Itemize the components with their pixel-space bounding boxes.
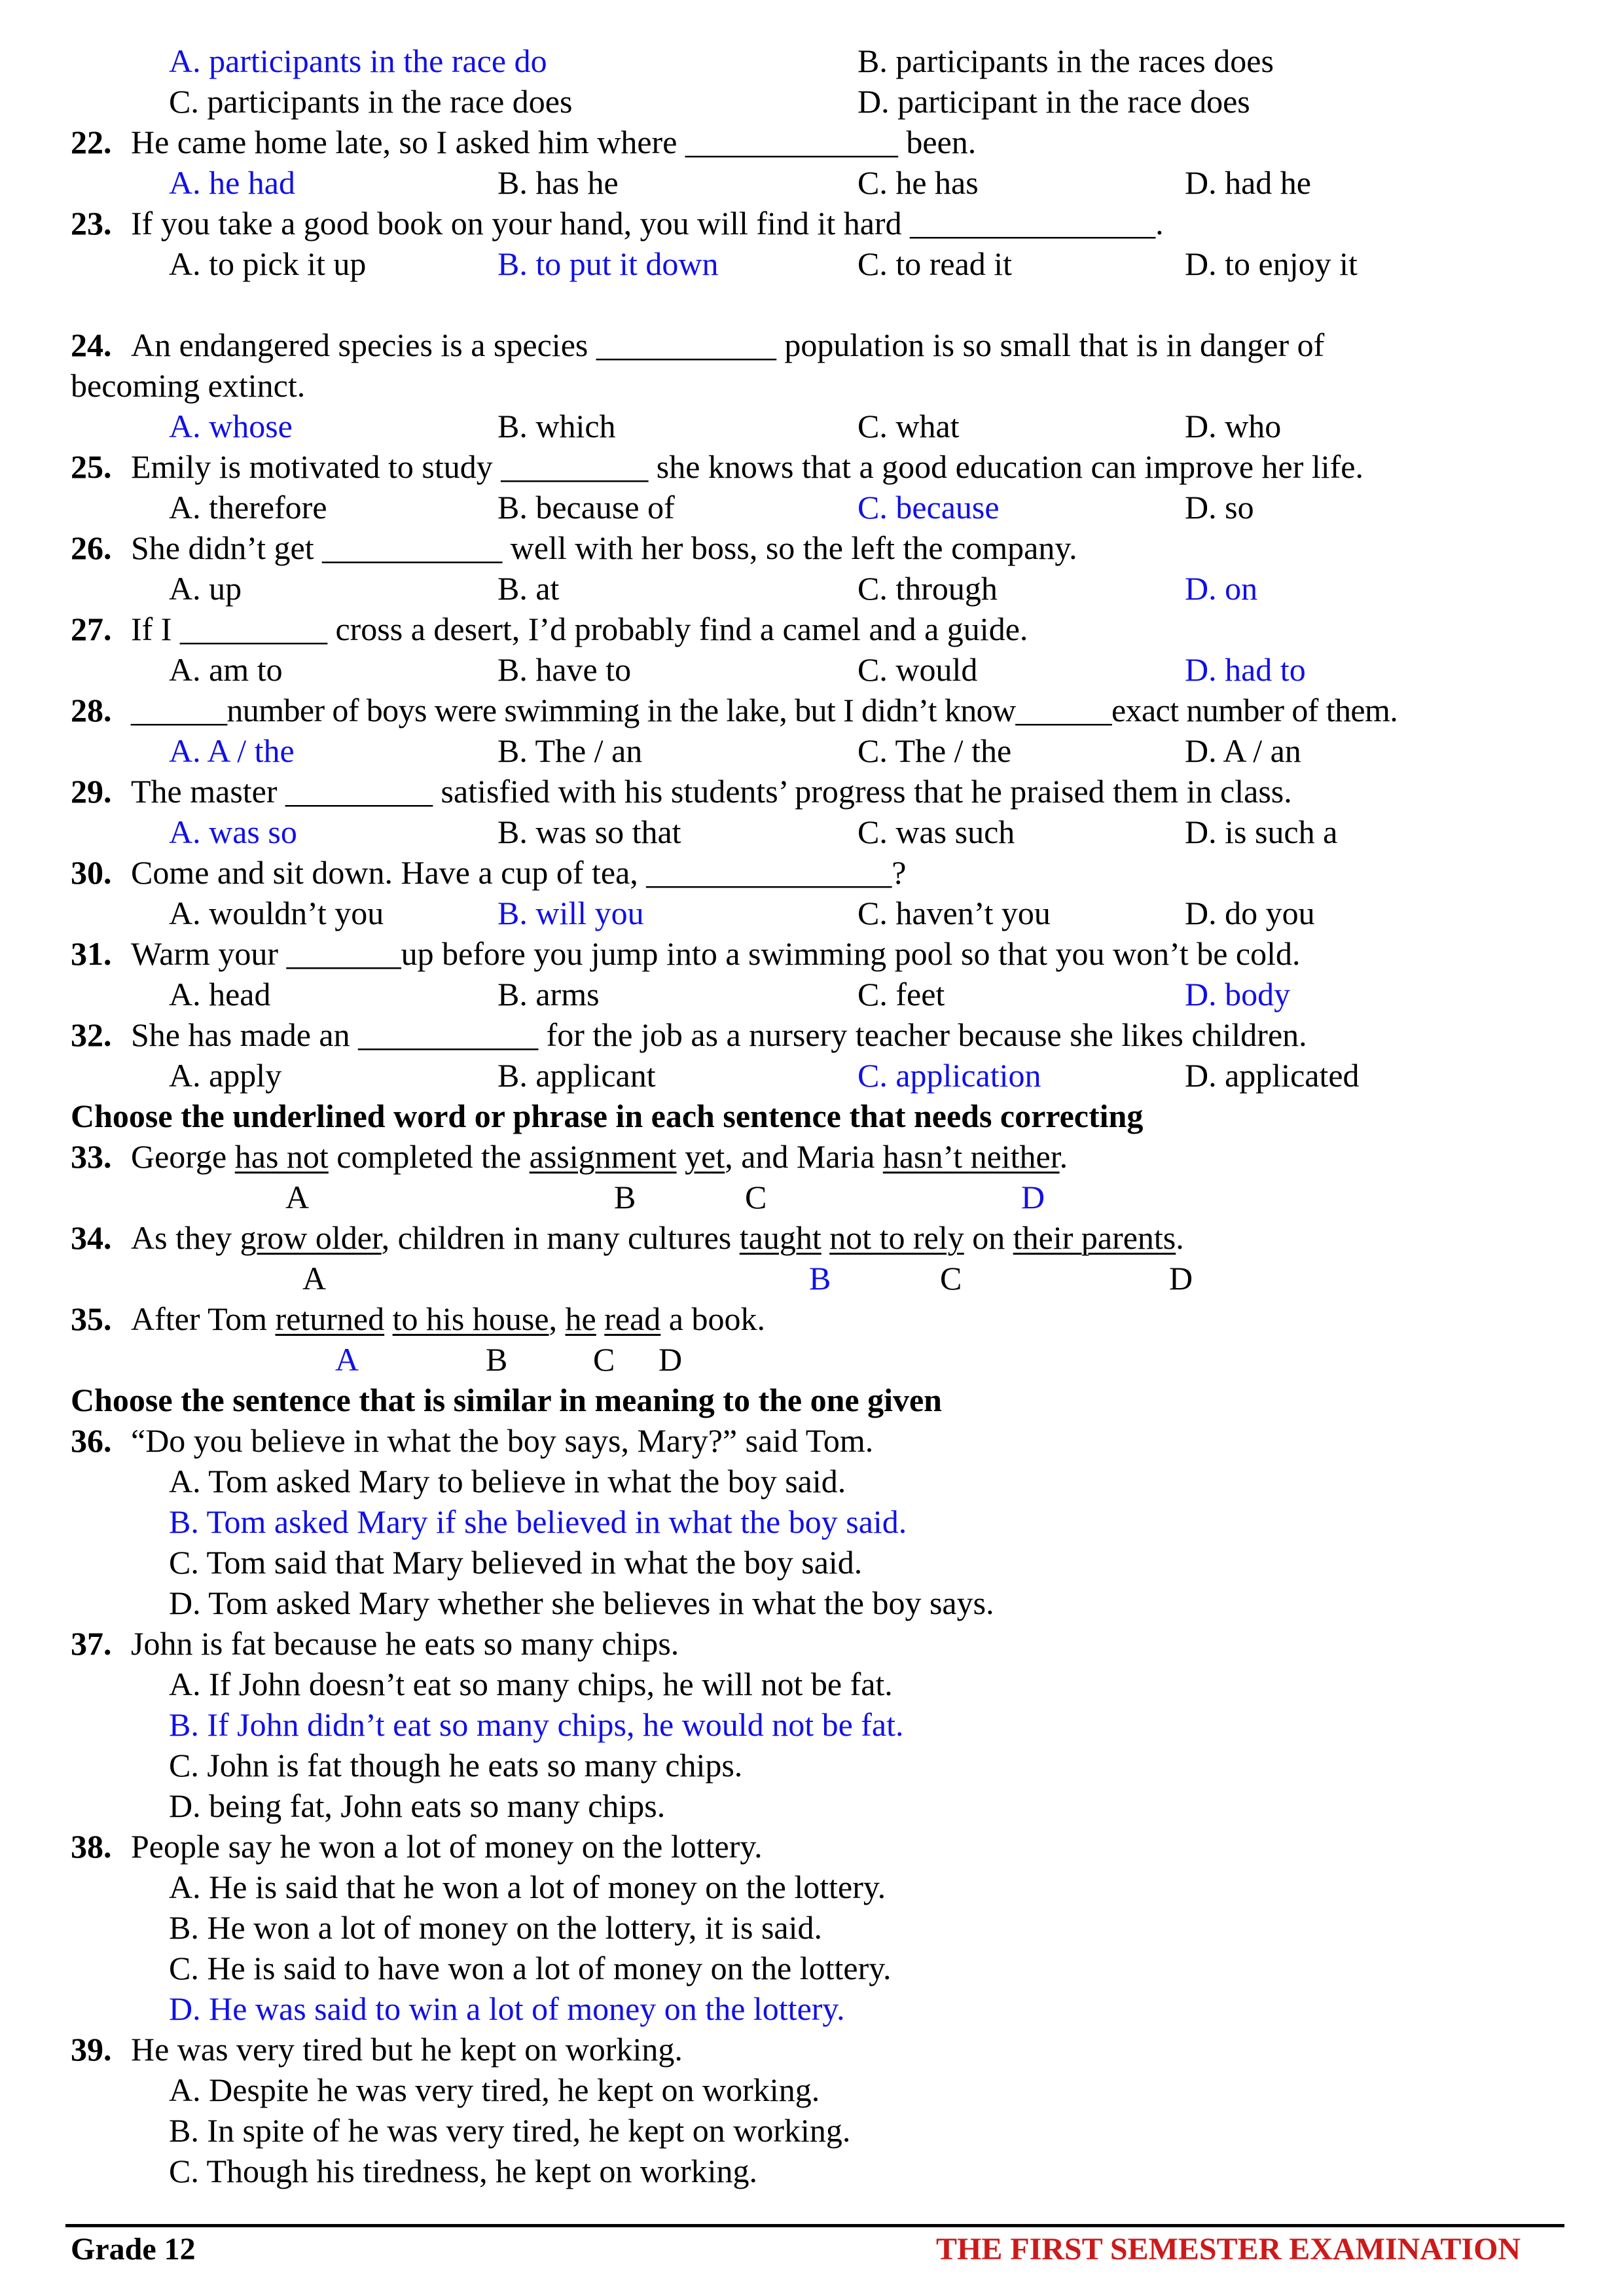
- q32-option-d[interactable]: D. applicated: [1185, 1057, 1360, 1094]
- q22-option-b[interactable]: B. has he: [497, 164, 619, 201]
- q35-text-4: [596, 1300, 605, 1337]
- q34-letter-c[interactable]: C: [940, 1260, 962, 1297]
- q35-number: 35.: [71, 1300, 112, 1337]
- q34-underlined-c[interactable]: not to rely: [829, 1219, 964, 1256]
- q34-letter-b[interactable]: B: [809, 1260, 831, 1297]
- q23-option-c[interactable]: C. to read it: [857, 245, 1013, 282]
- q32-option-b[interactable]: B. applicant: [497, 1057, 656, 1094]
- section-heading-similar: Choose the sentence that is similar in meaning to the one given: [71, 1382, 942, 1418]
- q35-text-5: a book.: [660, 1300, 765, 1337]
- q35-underlined-c[interactable]: he: [565, 1300, 596, 1337]
- section-heading-correcting: Choose the underlined word or phrase in each sentence that needs correcting: [71, 1098, 1144, 1134]
- q29-option-b[interactable]: B. was so that: [497, 814, 681, 850]
- q33-text-1: George: [131, 1138, 235, 1175]
- q29-option-a[interactable]: A. was so: [169, 814, 297, 850]
- q27-option-b[interactable]: B. have to: [497, 651, 632, 688]
- q33-letter-a[interactable]: A: [285, 1179, 310, 1215]
- q37-option-d[interactable]: D. being fat, John eats so many chips.: [169, 1787, 666, 1824]
- q30-stem: Come and sit down. Have a cup of tea, _______________?: [131, 854, 907, 891]
- q37-option-b[interactable]: B. If John didn’t eat so many chips, he would not be fat.: [169, 1706, 904, 1743]
- q21-option-a[interactable]: A. participants in the race do: [169, 43, 547, 79]
- q32-stem: She has made an ___________ for the job as a nursery teacher because she likes children.: [131, 1016, 1307, 1053]
- q37-option-a[interactable]: A. If John doesn’t eat so many chips, he will not be fat.: [169, 1666, 893, 1702]
- q39-option-b[interactable]: B. In spite of he was very tired, he kept on working.: [169, 2112, 851, 2149]
- q39-number: 39.: [71, 2031, 112, 2068]
- q35-letter-d[interactable]: D: [659, 1341, 683, 1378]
- q27-number: 27.: [71, 611, 112, 647]
- q34-underlined-a[interactable]: grow older: [240, 1219, 382, 1256]
- q29-stem: The master _________ satisfied with his students’ progress that he praised them in class.: [131, 773, 1292, 810]
- q23-option-b[interactable]: B. to put it down: [497, 245, 719, 282]
- q31-stem: Warm your _______up before you jump into a swimming pool so that you won’t be cold.: [131, 935, 1301, 972]
- q33-text-3: [677, 1138, 685, 1175]
- q33-underlined-b[interactable]: assignment: [529, 1138, 677, 1175]
- q28-number: 28.: [71, 692, 112, 728]
- q38-option-a[interactable]: A. He is said that he won a lot of money on the lottery.: [169, 1869, 886, 1905]
- q29-option-d[interactable]: D. is such a: [1185, 814, 1338, 850]
- q26-number: 26.: [71, 529, 112, 566]
- q22-stem: He came home late, so I asked him where _____________ been.: [131, 124, 977, 160]
- q35-text-1: After Tom: [131, 1300, 276, 1337]
- q23-option-d[interactable]: D. to enjoy it: [1185, 245, 1358, 282]
- q39-stem: He was very tired but he kept on working.: [131, 2031, 683, 2068]
- q25-option-a[interactable]: A. therefore: [169, 489, 327, 526]
- q23-option-a[interactable]: A. to pick it up: [169, 245, 367, 282]
- q28-option-a[interactable]: A. A / the: [169, 732, 295, 769]
- q25-stem: Emily is motivated to study _________ she knows that a good education can improve her life.: [131, 448, 1363, 485]
- q34-underlined-b[interactable]: taught: [739, 1219, 821, 1256]
- q34-text-1: As they: [131, 1219, 240, 1256]
- q21-option-b[interactable]: B. participants in the races does: [857, 43, 1274, 79]
- q30-option-d[interactable]: D. do you: [1185, 895, 1315, 931]
- q21-option-c[interactable]: C. participants in the race does: [169, 83, 573, 120]
- q24-option-c[interactable]: C. what: [857, 408, 960, 444]
- q29-option-c[interactable]: C. was such: [857, 814, 1015, 850]
- q33-letter-b[interactable]: B: [614, 1179, 636, 1215]
- q36-option-b[interactable]: B. Tom asked Mary if she believed in what the boy said.: [169, 1503, 907, 1540]
- q26-option-b[interactable]: B. at: [497, 570, 560, 607]
- q31-option-d[interactable]: D. body: [1185, 976, 1291, 1013]
- q21-option-d[interactable]: D. participant in the race does: [857, 83, 1250, 120]
- q31-option-b[interactable]: B. arms: [497, 976, 600, 1013]
- q25-option-c[interactable]: C. because: [857, 489, 1000, 526]
- q28-option-d[interactable]: D. A / an: [1185, 732, 1301, 769]
- q38-number: 38.: [71, 1828, 112, 1865]
- q35-text-3: ,: [549, 1300, 566, 1337]
- q26-option-c[interactable]: C. through: [857, 570, 998, 607]
- q29-number: 29.: [71, 773, 112, 810]
- q35-underlined-a[interactable]: returned: [275, 1300, 385, 1337]
- q27-stem: If I _________ cross a desert, I’d probably find a camel and a guide.: [131, 611, 1028, 647]
- q35-text-2: [384, 1300, 393, 1337]
- q39-option-a[interactable]: A. Despite he was very tired, he kept on working.: [169, 2072, 820, 2108]
- q38-stem: People say he won a lot of money on the lottery.: [131, 1828, 763, 1865]
- q38-option-b[interactable]: B. He won a lot of money on the lottery, it is said.: [169, 1909, 822, 1946]
- q34-text-2: , children in many cultures: [381, 1219, 740, 1256]
- q30-option-c[interactable]: C. haven’t you: [857, 895, 1051, 931]
- q35-letter-a[interactable]: A: [335, 1341, 359, 1378]
- q33-number: 33.: [71, 1138, 112, 1175]
- q26-stem: She didn’t get ___________ well with her boss, so the left the company.: [131, 529, 1077, 566]
- q31-number: 31.: [71, 935, 112, 972]
- q34-text-3: [821, 1219, 830, 1256]
- q33-text-4: , and Maria: [725, 1138, 883, 1175]
- q33-text-2: completed the: [328, 1138, 530, 1175]
- q35-underlined-d[interactable]: read: [604, 1300, 661, 1337]
- q36-stem: “Do you believe in what the boy says, Mary?” said Tom.: [131, 1422, 874, 1459]
- q28-stem: ______number of boys were swimming in the lake, but I didn’t know______exact number of them.: [131, 692, 1398, 728]
- q32-option-a[interactable]: A. apply: [169, 1057, 282, 1094]
- q35-sentence: [131, 1299, 765, 1339]
- footer-divider: [65, 2224, 1564, 2227]
- q33-sentence: [131, 1136, 1068, 1177]
- q27-option-a[interactable]: A. am to: [169, 651, 283, 688]
- q36-option-c[interactable]: C. Tom said that Mary believed in what the boy said.: [169, 1544, 863, 1581]
- q35-underlined-b[interactable]: to his house: [392, 1300, 549, 1337]
- q37-number: 37.: [71, 1625, 112, 1662]
- q34-sentence: [131, 1217, 1184, 1258]
- q34-number: 34.: [71, 1219, 112, 1256]
- q25-option-d[interactable]: D. so: [1185, 489, 1254, 526]
- q32-number: 32.: [71, 1016, 112, 1053]
- q33-letter-c[interactable]: C: [745, 1179, 767, 1215]
- q38-option-c[interactable]: C. He is said to have won a lot of money on the lottery.: [169, 1950, 892, 1986]
- q36-option-d[interactable]: D. Tom asked Mary whether she believes in what the boy says.: [169, 1585, 994, 1621]
- q22-option-d[interactable]: D. had he: [1185, 164, 1311, 201]
- q31-option-a[interactable]: A. head: [169, 976, 271, 1013]
- q24-option-d[interactable]: D. who: [1185, 408, 1282, 444]
- q24-option-a[interactable]: A. whose: [169, 408, 293, 444]
- q32-option-c[interactable]: C. application: [857, 1057, 1041, 1094]
- q39-option-c[interactable]: C. Though his tiredness, he kept on working.: [169, 2153, 757, 2189]
- q33-underlined-d[interactable]: hasn’t neither: [882, 1138, 1060, 1175]
- q34-letter-a[interactable]: A: [302, 1260, 327, 1297]
- q23-stem: If you take a good book on your hand, you will find it hard _______________.: [131, 205, 1164, 242]
- q35-letter-b[interactable]: B: [486, 1341, 508, 1378]
- q24-stem-continued: becoming extinct.: [71, 367, 306, 404]
- q31-option-c[interactable]: C. feet: [857, 976, 945, 1013]
- q28-option-b[interactable]: B. The / an: [497, 732, 643, 769]
- q26-option-a[interactable]: A. up: [169, 570, 242, 607]
- q36-number: 36.: [71, 1422, 112, 1459]
- q24-option-b[interactable]: B. which: [497, 408, 616, 444]
- q30-option-b[interactable]: B. will you: [497, 895, 644, 931]
- q37-option-c[interactable]: C. John is fat though he eats so many chips.: [169, 1747, 743, 1784]
- q24-number: 24.: [71, 327, 112, 363]
- q35-letter-c[interactable]: C: [593, 1341, 615, 1378]
- q38-option-d[interactable]: D. He was said to win a lot of money on the lottery.: [169, 1990, 845, 2027]
- q26-option-d[interactable]: D. on: [1185, 570, 1258, 607]
- q34-letter-d[interactable]: D: [1169, 1260, 1193, 1297]
- q25-number: 25.: [71, 448, 112, 485]
- q22-option-a[interactable]: A. he had: [169, 164, 295, 201]
- q34-underlined-d[interactable]: their parents: [1013, 1219, 1176, 1256]
- q27-option-d[interactable]: D. had to: [1185, 651, 1306, 688]
- q22-number: 22.: [71, 124, 112, 160]
- q23-number: 23.: [71, 205, 112, 242]
- q33-underlined-a[interactable]: has not: [234, 1138, 329, 1175]
- q28-option-c[interactable]: C. The / the: [857, 732, 1012, 769]
- q33-text-5: .: [1059, 1138, 1068, 1175]
- q30-option-a[interactable]: A. wouldn’t you: [169, 895, 384, 931]
- q24-stem: An endangered species is a species ___________ population is so small that is in danger of: [131, 327, 1325, 363]
- q34-text-4: on: [964, 1219, 1013, 1256]
- q33-underlined-c[interactable]: yet: [685, 1138, 725, 1175]
- q37-stem: John is fat because he eats so many chips.: [131, 1625, 679, 1662]
- q22-option-c[interactable]: C. he has: [857, 164, 979, 201]
- q30-number: 30.: [71, 854, 112, 891]
- q36-option-a[interactable]: A. Tom asked Mary to believe in what the boy said.: [169, 1463, 846, 1499]
- footer-exam-title: THE FIRST SEMESTER EXAMINATION: [936, 2232, 1521, 2267]
- q25-option-b[interactable]: B. because of: [497, 489, 675, 526]
- q27-option-c[interactable]: C. would: [857, 651, 978, 688]
- q33-letter-d[interactable]: D: [1021, 1179, 1045, 1215]
- footer-grade: Grade 12: [71, 2232, 196, 2267]
- q34-text-5: .: [1176, 1219, 1184, 1256]
